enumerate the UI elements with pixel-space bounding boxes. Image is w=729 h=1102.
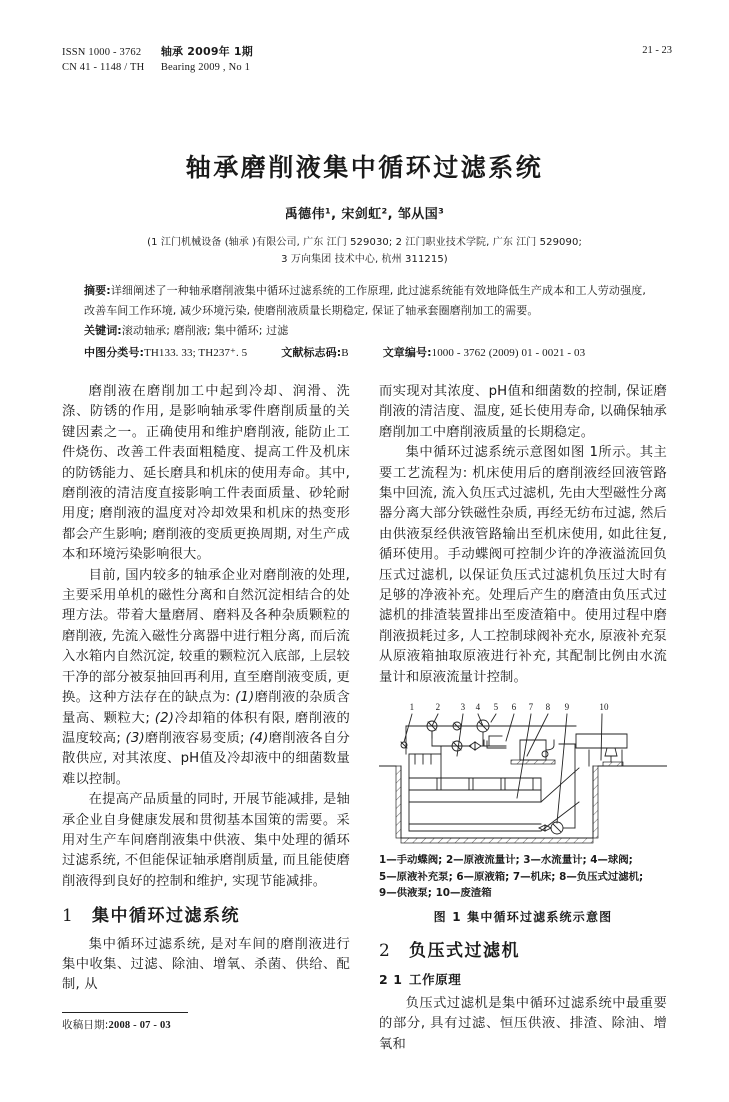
- paragraph: 在提高产品质量的同时, 开展节能减排, 是轴承企业自身健康发展和贯彻基本国策的需要。采用对生产车间磨削液集中供液、集中处理的循环过滤系统, 不但能保证轴承磨削质量, 而且能使磨削液得到良好的控制和维护, 实现节能减排。: [62, 792, 350, 889]
- article-id-value: 1000 - 3762 (2009) 01 - 0021 - 03: [431, 346, 586, 359]
- paragraph-part: 冷却箱的体积有限, 磨削液的温度较高;: [62, 710, 350, 746]
- figure-callout-1: 1: [409, 702, 415, 713]
- figure-callout-10: 10: [599, 702, 609, 713]
- figure-callout-3: 3: [460, 702, 466, 713]
- subsection-heading-2-1: [379, 970, 667, 990]
- section-title: 集中循环过滤系统: [92, 906, 240, 927]
- paragraph: 集中循环过滤系统, 是对车间的磨削液进行集中收集、过滤、除油、增氧、杀菌、供给、配制, 从: [62, 936, 350, 993]
- subsection-number: 2 1: [379, 972, 403, 988]
- list-marker: (3): [125, 730, 145, 746]
- classification-paragraph: [84, 343, 646, 364]
- figure-callout-2: 2: [435, 702, 441, 713]
- figure-1: [379, 698, 667, 927]
- journal-name-en: Bearing 2009 , No 1: [160, 62, 251, 73]
- section-heading-2: [379, 941, 667, 961]
- received-date-value: 2008 - 07 - 03: [108, 1020, 171, 1031]
- section-number: 1: [62, 906, 75, 927]
- clc-value: TH133. 33; TH237⁺. 5: [144, 346, 248, 359]
- paragraph: 而实现对其浓度、pH值和细菌数的控制, 保证磨削液的清洁度、温度, 延长使用寿命, 以确保轴承磨削加工中磨削液质量的长期稳定。: [379, 384, 667, 440]
- paragraph-part: 磨削液各自分散供应, 对其浓度、pH值及冷却液中的细菌数量难以控制。: [62, 730, 350, 787]
- body-column-left: [62, 382, 350, 996]
- affiliation-line-2: 3 万向集团 技术中心, 杭州 311215): [281, 254, 448, 265]
- clc-label: 中图分类号:: [84, 345, 144, 359]
- masthead: [62, 44, 672, 75]
- abstract-text: 详细阐述了一种轴承磨削液集中循环过滤系统的工作原理, 此过滤系统能有效地降低生产成本和工人劳动强度, 改善车间工作环境, 减少环境污染, 使磨削液质量长期稳定, 保证了轴承套圈磨削加工的需要。: [84, 284, 646, 317]
- doc-code-label: 文献标志码:: [281, 345, 342, 359]
- figure-1-legend: [379, 852, 667, 902]
- figure-legend-line: 1—手动蝶阀; 2—原液流量计; 3—水流量计; 4—球阀;: [379, 854, 633, 867]
- cn-number-text: CN 41 - 1148 / TH: [62, 62, 145, 73]
- affiliation-block: [70, 234, 659, 268]
- figure-callout-4: 4: [475, 702, 481, 713]
- author-list: 禹德伟¹, 宋剑虹², 邹从国³: [284, 207, 445, 222]
- issn-text: ISSN 1000 - 3762: [62, 47, 142, 58]
- paragraph: 集中循环过滤系统示意图如图 1所示。其主要工艺流程为: 机床使用后的磨削液经回液管路集中回流, 流入负压式过滤机, 先由大型磁性分离器分离大部分铁磁性杂质, 再经无纺布过滤, 然后由供液泵经供液管路输出至机床使用, 如此往复, 循环使用。手动蝶阀可控制少许的净液溢流回负压式过滤机, 以保证负压式过滤机负压过大时有足够的净液补充。处理后产生的磨渣由负压式过滤机的排渣装置排出至废渣箱中。使用过程中磨削液损耗过多, 人工控制球阀补充水, 原液补充泵从原液箱抽取原液进行补充, 其配制比例由水流量计和原液流量计控制。: [379, 445, 667, 685]
- received-date-label: 收稿日期:: [62, 1019, 109, 1031]
- paragraph-part: 磨削液容易变质;: [144, 730, 250, 746]
- page-title: 轴承磨削液集中循环过滤系统: [185, 153, 544, 182]
- list-marker: (4): [249, 730, 269, 746]
- page-range: 21 - 23: [642, 45, 672, 56]
- paragraph-part: 磨削液的杂质含量高、颗粒大;: [62, 690, 350, 726]
- keywords-paragraph: [84, 321, 646, 341]
- abstract-label: 摘要:: [84, 284, 111, 297]
- journal-name-zh: 轴承 2009年 1期: [160, 45, 253, 58]
- body-column-right: [379, 382, 667, 1055]
- figure-callout-8: 8: [545, 702, 551, 713]
- figure-callout-5: 5: [493, 702, 499, 713]
- figure-callout-7: 7: [528, 702, 534, 713]
- article-id-label: 文章编号:: [382, 345, 432, 359]
- affiliation-line-1: (1 江门机械设备 (轴承 )有限公司, 广东 江门 529030; 2 江门职业技术学院, 广东 江门 529090;: [147, 237, 582, 248]
- figure-legend-line: 9—供液泵; 10—废渣箱: [379, 887, 492, 900]
- abstract-paragraph: [84, 281, 646, 320]
- abstract-block: [84, 281, 646, 363]
- section-number: 2: [379, 941, 392, 961]
- paragraph: 磨削液在磨削加工中起到冷却、润滑、洗涤、防锈的作用, 是影响轴承零件磨削质量的关键因素之一。正确使用和维护磨削液, 能防止工件烧伤、改善工件表面粗糙度、提高工件及机床的防锈能力、延长磨具和机床的使用寿命。其中, 磨削液的清洁度直接影响工件表面质量、砂轮耐用度; 磨削液的温度对冷却效果和机床的热变形都会产生影响; 磨削液的变质更换周期, 对生产成本和环境污染影响很大。: [62, 384, 350, 563]
- figure-callout-9: 9: [564, 702, 570, 713]
- masthead-left: [62, 44, 253, 75]
- list-marker: (1): [235, 690, 255, 706]
- section-title: 负压式过滤机: [409, 941, 520, 961]
- subsection-title: 工作原理: [409, 972, 462, 988]
- paragraph: [62, 566, 350, 790]
- figure-callout-6: 6: [511, 702, 517, 713]
- section-heading-1: [62, 906, 350, 926]
- footnote-rule: [62, 1012, 188, 1013]
- paragraph: 负压式过滤机是集中循环过滤系统中最重要的部分, 具有过滤、恒压供液、排渣、除油、增氧和: [379, 995, 667, 1052]
- keywords-label: 关键词:: [84, 324, 122, 337]
- figure-1-caption: 图 1 集中循环过滤系统示意图: [433, 909, 613, 924]
- doc-code-value: B: [341, 346, 349, 359]
- figure-legend-line: 5—原液补充泵; 6—原液箱; 7—机床; 8—负压式过滤机;: [379, 870, 644, 883]
- footnote: [62, 1017, 171, 1032]
- paragraph-part: 目前, 国内较多的轴承企业对磨削液的处理, 主要采用单机的磁性分离和自然沉淀相结合的处理方法。带着大量磨屑、磨料及各种杂质颗粒的磨削液, 先流入磁性分离器中进行粗分离, 而后流入水箱内自然沉淀, 较重的颗粒沉入底部, 上层较干净的部分被泵抽回再利用, 直至磨削液变质, 更换。这种方法存在的缺点为:: [62, 567, 350, 706]
- list-marker: (2): [154, 710, 175, 726]
- keywords-text: 滚动轴承; 磨削液; 集中循环; 过滤: [121, 324, 289, 337]
- figure-1-schematic: [379, 698, 667, 848]
